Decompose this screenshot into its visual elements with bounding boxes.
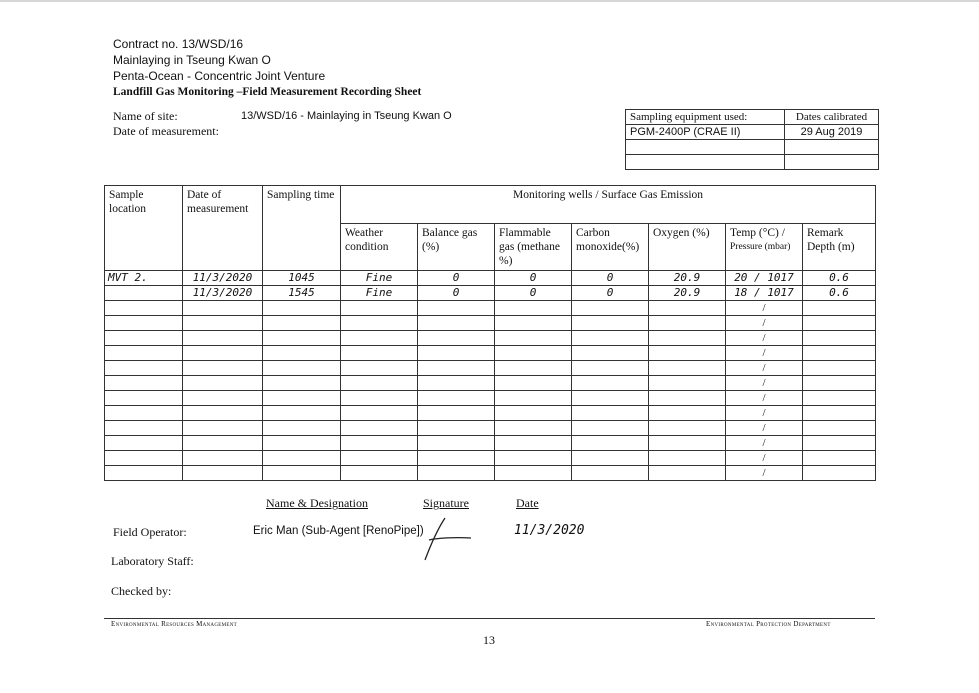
empty-cell xyxy=(495,406,572,421)
empty-cell xyxy=(649,451,726,466)
empty-cell xyxy=(803,436,876,451)
empty-cell xyxy=(495,376,572,391)
sub-header-temp-pressure xyxy=(726,224,803,271)
empty-cell xyxy=(105,376,183,391)
empty-cell xyxy=(572,316,649,331)
empty-cell xyxy=(803,451,876,466)
empty-cell xyxy=(341,301,418,316)
cell-location: MVT 2. xyxy=(105,271,183,286)
empty-cell: / xyxy=(726,421,803,436)
sub-header-temp: Temp (°C) / xyxy=(730,227,785,239)
empty-cell: / xyxy=(726,406,803,421)
empty-cell xyxy=(495,466,572,481)
calibration-header: Dates calibrated xyxy=(785,110,879,125)
empty-cell xyxy=(418,301,495,316)
empty-cell xyxy=(418,361,495,376)
empty-cell xyxy=(649,406,726,421)
empty-cell xyxy=(105,361,183,376)
empty-cell xyxy=(263,451,341,466)
empty-cell xyxy=(183,361,263,376)
cell-temp-pressure: 20 / 1017 xyxy=(726,271,803,286)
footer-divider xyxy=(104,618,875,619)
empty-cell xyxy=(341,316,418,331)
empty-cell xyxy=(803,391,876,406)
empty-cell xyxy=(649,301,726,316)
footer-left: Environmental Resources Management xyxy=(111,620,237,628)
cell-time: 1045 xyxy=(263,271,341,286)
equipment-cell: PGM-2400P (CRAE II) xyxy=(626,125,785,140)
empty-cell xyxy=(572,406,649,421)
empty-cell xyxy=(803,346,876,361)
calibration-cell xyxy=(785,155,879,170)
document-header xyxy=(113,36,421,100)
empty-cell xyxy=(105,436,183,451)
empty-cell xyxy=(341,421,418,436)
site-name-label: Name of site: xyxy=(113,109,178,123)
signature-scribble xyxy=(415,510,475,565)
empty-cell xyxy=(418,391,495,406)
empty-table-row xyxy=(105,406,876,421)
empty-cell xyxy=(105,451,183,466)
empty-cell xyxy=(183,451,263,466)
sub-header-oxygen: Oxygen (%) xyxy=(649,224,726,271)
empty-table-row xyxy=(105,391,876,406)
empty-cell xyxy=(803,316,876,331)
empty-cell xyxy=(183,316,263,331)
empty-cell xyxy=(495,436,572,451)
checked-by-label: Checked by: xyxy=(111,584,172,598)
cell-date: 11/3/2020 xyxy=(183,286,263,301)
date-header: Date xyxy=(516,496,539,510)
measurement-date-label: Date of measurement: xyxy=(113,124,219,138)
project-name: Mainlaying in Tseung Kwan O xyxy=(113,53,271,67)
empty-cell xyxy=(649,346,726,361)
empty-cell xyxy=(263,331,341,346)
col-header-monitoring: Monitoring wells / Surface Gas Emission xyxy=(341,186,876,224)
empty-cell xyxy=(341,466,418,481)
empty-cell xyxy=(183,346,263,361)
empty-cell xyxy=(803,361,876,376)
empty-cell xyxy=(495,421,572,436)
empty-cell xyxy=(572,466,649,481)
empty-cell xyxy=(263,301,341,316)
empty-cell xyxy=(105,301,183,316)
empty-cell xyxy=(105,346,183,361)
cell-balance: 0 xyxy=(418,271,495,286)
empty-cell: / xyxy=(726,466,803,481)
empty-cell xyxy=(572,436,649,451)
cell-pressure: 1017 xyxy=(767,286,794,299)
field-operator-label: Field Operator: xyxy=(113,525,187,539)
cell-temp: 18 xyxy=(734,286,748,299)
empty-cell xyxy=(418,406,495,421)
empty-cell xyxy=(649,421,726,436)
empty-cell: / xyxy=(726,436,803,451)
empty-cell xyxy=(572,331,649,346)
empty-cell xyxy=(418,466,495,481)
contractor-name: Penta-Ocean - Concentric Joint Venture xyxy=(113,69,326,83)
empty-table-row xyxy=(105,301,876,316)
empty-cell xyxy=(649,361,726,376)
empty-cell: / xyxy=(726,346,803,361)
empty-cell xyxy=(105,421,183,436)
empty-cell xyxy=(495,301,572,316)
field-operator-name: Eric Man (Sub-Agent [RenoPipe]) xyxy=(253,525,424,537)
calibration-cell xyxy=(785,140,879,155)
name-designation-header: Name & Designation xyxy=(266,496,368,510)
empty-cell xyxy=(649,391,726,406)
empty-cell: / xyxy=(726,331,803,346)
empty-cell xyxy=(105,391,183,406)
empty-cell xyxy=(341,361,418,376)
empty-cell xyxy=(495,331,572,346)
empty-cell: / xyxy=(726,301,803,316)
empty-cell xyxy=(105,466,183,481)
equipment-header: Sampling equipment used: xyxy=(626,110,785,125)
site-info xyxy=(113,109,219,139)
empty-cell xyxy=(803,301,876,316)
empty-cell xyxy=(418,436,495,451)
cell-oxygen: 20.9 xyxy=(649,271,726,286)
empty-cell xyxy=(341,391,418,406)
site-name-value: 13/WSD/16 - Mainlaying in Tseung Kwan O xyxy=(241,110,452,122)
cell-date: 11/3/2020 xyxy=(183,271,263,286)
empty-cell xyxy=(803,421,876,436)
cell-temp: 20 xyxy=(734,271,748,284)
empty-table-row xyxy=(105,361,876,376)
sheet-title: Landfill Gas Monitoring –Field Measurement Recording Sheet xyxy=(113,86,422,98)
empty-cell xyxy=(572,421,649,436)
equipment-cell xyxy=(626,155,785,170)
empty-cell xyxy=(803,466,876,481)
empty-cell xyxy=(263,391,341,406)
sub-header-weather: Weather condition xyxy=(341,224,418,271)
empty-cell: / xyxy=(726,391,803,406)
sub-header-balance: Balance gas (%) xyxy=(418,224,495,271)
empty-cell xyxy=(183,421,263,436)
empty-table-row xyxy=(105,421,876,436)
empty-cell xyxy=(341,436,418,451)
empty-table-row xyxy=(105,346,876,361)
empty-cell xyxy=(341,406,418,421)
empty-cell xyxy=(183,436,263,451)
laboratory-staff-label: Laboratory Staff: xyxy=(111,554,194,568)
cell-oxygen: 20.9 xyxy=(649,286,726,301)
empty-cell xyxy=(341,451,418,466)
empty-cell xyxy=(418,421,495,436)
empty-cell xyxy=(495,451,572,466)
empty-cell xyxy=(105,331,183,346)
sub-header-flammable: Flammable gas (methane %) xyxy=(495,224,572,271)
cell-weather: Fine xyxy=(341,271,418,286)
cell-balance: 0 xyxy=(418,286,495,301)
empty-cell xyxy=(803,406,876,421)
empty-cell xyxy=(263,376,341,391)
empty-cell xyxy=(418,316,495,331)
empty-cell xyxy=(495,391,572,406)
signature-header: Signature xyxy=(423,496,469,510)
empty-cell: / xyxy=(726,376,803,391)
equipment-table xyxy=(625,109,879,170)
empty-cell xyxy=(341,331,418,346)
cell-remark: 0.6 xyxy=(803,286,876,301)
empty-cell xyxy=(803,331,876,346)
cell-weather: Fine xyxy=(341,286,418,301)
sub-header-carbon: Carbon monoxide(%) xyxy=(572,224,649,271)
cell-temp-pressure: 18 / 1017 xyxy=(726,286,803,301)
empty-cell xyxy=(649,316,726,331)
cell-flammable: 0 xyxy=(495,286,572,301)
contract-number: Contract no. 13/WSD/16 xyxy=(113,37,244,51)
empty-cell xyxy=(572,376,649,391)
cell-pressure: 1017 xyxy=(767,271,794,284)
empty-cell xyxy=(263,406,341,421)
empty-cell xyxy=(263,436,341,451)
empty-cell xyxy=(803,376,876,391)
empty-cell xyxy=(183,406,263,421)
measurement-table xyxy=(104,185,876,481)
empty-cell xyxy=(183,391,263,406)
empty-cell xyxy=(572,361,649,376)
col-header-time: Sampling time xyxy=(263,186,341,271)
empty-table-row xyxy=(105,451,876,466)
empty-cell: / xyxy=(726,451,803,466)
equipment-cell xyxy=(626,140,785,155)
empty-cell xyxy=(572,301,649,316)
empty-cell xyxy=(572,346,649,361)
empty-cell xyxy=(341,376,418,391)
table-row xyxy=(105,286,876,301)
empty-table-row xyxy=(105,316,876,331)
table-row xyxy=(105,271,876,286)
empty-cell xyxy=(649,331,726,346)
empty-cell xyxy=(263,361,341,376)
empty-cell xyxy=(263,316,341,331)
empty-cell xyxy=(572,451,649,466)
sub-header-pressure: Pressure (mbar) xyxy=(730,242,791,252)
cell-carbon: 0 xyxy=(572,271,649,286)
empty-cell xyxy=(649,436,726,451)
col-header-date: Date of measurement xyxy=(183,186,263,271)
cell-time: 1545 xyxy=(263,286,341,301)
sub-header-remark: Remark Depth (m) xyxy=(803,224,876,271)
field-operator-date: 11/3/2020 xyxy=(514,523,585,538)
empty-cell: / xyxy=(726,316,803,331)
col-header-sample-location: Sample location xyxy=(105,186,183,271)
empty-cell xyxy=(105,406,183,421)
empty-cell xyxy=(183,466,263,481)
empty-cell xyxy=(341,346,418,361)
cell-carbon: 0 xyxy=(572,286,649,301)
empty-cell xyxy=(418,331,495,346)
empty-table-row xyxy=(105,376,876,391)
empty-cell xyxy=(495,361,572,376)
empty-cell xyxy=(649,466,726,481)
page-number: 13 xyxy=(483,633,495,647)
empty-cell xyxy=(572,391,649,406)
empty-cell xyxy=(263,421,341,436)
empty-cell xyxy=(183,301,263,316)
empty-cell xyxy=(418,451,495,466)
empty-table-row xyxy=(105,466,876,481)
empty-cell xyxy=(495,316,572,331)
cell-remark: 0.6 xyxy=(803,271,876,286)
calibration-cell: 29 Aug 2019 xyxy=(785,125,879,140)
empty-cell xyxy=(418,376,495,391)
scan-edge xyxy=(0,0,979,2)
cell-flammable: 0 xyxy=(495,271,572,286)
empty-cell xyxy=(649,376,726,391)
empty-table-row xyxy=(105,331,876,346)
empty-table-row xyxy=(105,436,876,451)
empty-cell: / xyxy=(726,361,803,376)
empty-cell xyxy=(418,346,495,361)
cell-location xyxy=(105,286,183,301)
empty-cell xyxy=(183,331,263,346)
empty-cell xyxy=(183,376,263,391)
empty-cell xyxy=(263,466,341,481)
footer-right: Environmental Protection Department xyxy=(706,620,831,628)
empty-cell xyxy=(263,346,341,361)
empty-cell xyxy=(105,316,183,331)
empty-cell xyxy=(495,346,572,361)
